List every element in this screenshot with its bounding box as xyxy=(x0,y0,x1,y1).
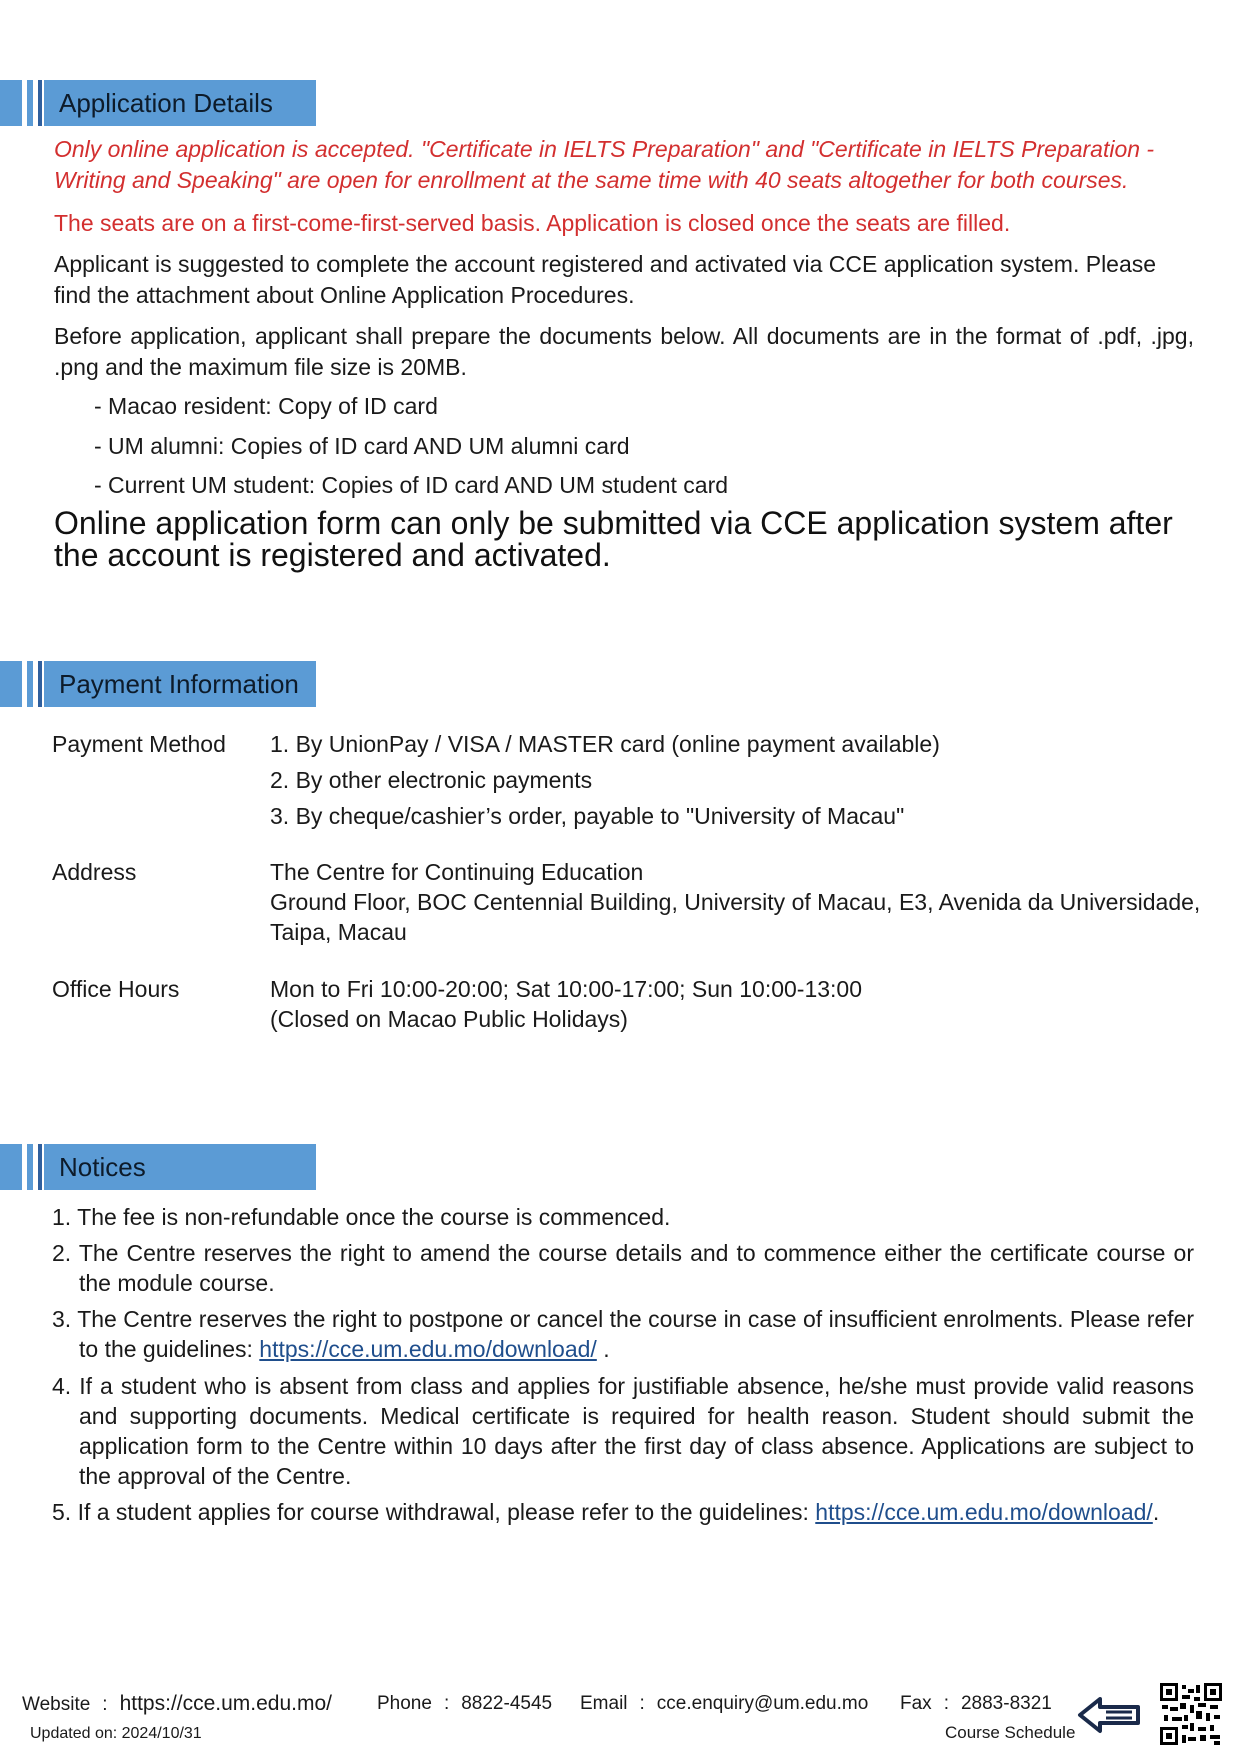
qr-code-icon[interactable] xyxy=(1160,1683,1222,1745)
return-arrow-icon[interactable] xyxy=(1076,1695,1144,1735)
course-schedule-label[interactable]: Course Schedule xyxy=(945,1723,1076,1742)
enrollment-note: Only online application is accepted. "Certificate in IELTS Preparation" and "Certificate in IELTS Preparation - Writing and Speaking" are open for enrollment at the same time with 40 seats altogether for both courses. xyxy=(54,136,1155,193)
email-link[interactable]: cce.enquiry@um.edu.mo xyxy=(656,1693,869,1714)
notice-item: 5. If a student applies for course withdrawal, please refer to the guidelines: https://cce.um.edu.mo/download/. xyxy=(52,1499,1160,1525)
account-note: Applicant is suggested to complete the account registered and activated via CCE application system. Please find the attachment about Online Application Procedures. xyxy=(54,251,1157,308)
address-line: Ground Floor, BOC Centennial Building, University of Macau, E3, Avenida da Universidade, xyxy=(270,889,1201,915)
payment-method-item: 3. By cheque/cashier’s order, payable to "University of Macau" xyxy=(270,803,905,829)
website-link[interactable]: https://cce.um.edu.mo/ xyxy=(119,1692,333,1715)
footer-fax: Fax : 2883-8321 xyxy=(900,1693,1052,1714)
document-bullet: - UM alumni: Copies of ID card AND UM alumni card xyxy=(94,433,630,459)
payment-method-item: 2. By other electronic payments xyxy=(270,767,593,793)
footer-phone: Phone : 8822-4545 xyxy=(377,1693,553,1714)
document-bullet: - Current UM student: Copies of ID card AND UM student card xyxy=(94,472,729,498)
section-title: Payment Information xyxy=(44,661,316,707)
notice-item: 2. The Centre reserves the right to amend the course details and to commence either the certificate course or the module course. xyxy=(52,1240,1194,1296)
office-hours-line: (Closed on Macao Public Holidays) xyxy=(270,1006,628,1032)
payment-method-item: 1. By UnionPay / VISA / MASTER card (online payment available) xyxy=(270,731,940,757)
section-title: Notices xyxy=(44,1144,316,1190)
document-bullet: - Macao resident: Copy of ID card xyxy=(94,393,438,419)
online-form-emphasis: Online application form can only be submitted via CCE application system after the account is registered and activated. xyxy=(54,505,1173,573)
withdrawal-guidelines-link[interactable]: https://cce.um.edu.mo/download/ xyxy=(815,1499,1153,1525)
updated-date: Updated on: 2024/10/31 xyxy=(30,1725,202,1742)
address-line: Taipa, Macau xyxy=(270,919,407,945)
section-header-notices xyxy=(0,1144,316,1190)
payment-method-label: Payment Method xyxy=(52,731,226,757)
notice-item: 4. If a student who is absent from class and applies for justifiable absence, he/she must provide valid reasons and supporting documents. Medical certificate is required for health reason. Student should submit the application form to the Centre within 10 days after the first day of class absence. Applications are subject to the approval of the Centre. xyxy=(52,1373,1194,1489)
notice-item: 1. The fee is non-refundable once the course is commenced. xyxy=(52,1204,671,1230)
address-label: Address xyxy=(52,859,137,885)
office-hours-label: Office Hours xyxy=(52,976,180,1002)
office-hours-line: Mon to Fri 10:00-20:00; Sat 10:00-17:00; Sun 10:00-13:00 xyxy=(270,976,863,1002)
section-header-payment-information xyxy=(0,661,316,707)
footer-email: Email : cce.enquiry@um.edu.mo xyxy=(580,1693,869,1714)
documents-note: Before application, applicant shall prepare the documents below. All documents are in the format of .pdf, .jpg, .png and the maximum file size is 20MB. xyxy=(54,323,1194,380)
address-line: The Centre for Continuing Education xyxy=(270,859,644,885)
footer-website: Website : https://cce.um.edu.mo/ xyxy=(22,1692,333,1715)
section-title: Application Details xyxy=(44,80,316,126)
notice-item: 3. The Centre reserves the right to postpone or cancel the course in case of insufficient enrolments. Please refer to the guidelines: https://cce.um.edu.mo/download/ . xyxy=(52,1306,1194,1362)
section-header-application-details xyxy=(0,80,316,126)
guidelines-link[interactable]: https://cce.um.edu.mo/download/ xyxy=(259,1336,597,1362)
seats-note: The seats are on a first-come-first-served basis. Application is closed once the seats are filled. xyxy=(54,210,1011,236)
